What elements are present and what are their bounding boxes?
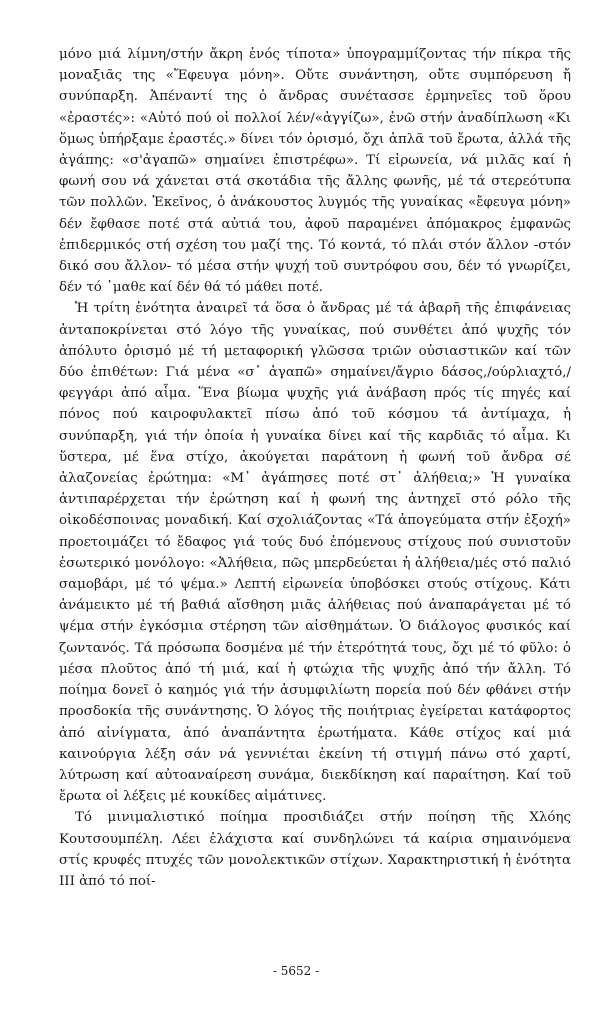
body-text bbox=[59, 44, 571, 892]
paragraph-third-section: Ἡ τρίτη ἑνότητα ἀναιρεῖ τά ὅσα ὁ ἄνδρας μέ τά ἀβαρῆ τῆς ἐπιφάνειας ἀνταποκρίνεται στό λόγο τῆς γυναίκας, πού συνθέτει ἀπό ψυχῆς τόν ἀπόλυτο ὁρισμό μέ τή μεταφορική γλῶσσα τριῶν οὐσιαστικῶν καί τῶν δύο ἐπιθέτων: Γιά μένα «σ᾿ ἀγαπῶ» σημαίνει/ἄγριο δάσος,/ούρλιαχτό,/φεγγάρι ἀπό αἷμα. Ἕνα βίωμα ψυχῆς γιά ἀνάβαση πρός τίς πηγές καί πόνος πού καιροφυλακτεῖ πίσω ἀπό τοῦ κόσμου τά ἀντίμαχα, ἡ συνύπαρξη, γιά τήν ὁποία ἡ γυναίκα δίνει καί τῆς καρδιᾶς τό αἷμα. Κι ὕστερα, μέ ἕνα στίχο, ἀκούγεται παράτονη ἡ φωνή τοῦ ἄνδρα σέ ἀλαζονείας ἐρώτημα: «Μ᾿ ἀγάπησες ποτέ στ᾿ ἀλήθεια;» Ἡ γυναίκα ἀντιπαρέρχεται τήν ἐρώτηση καί ἡ φωνή της ἀντηχεῖ στό ρόλο τῆς οἰκοδέσποινας μοναδική. Καί σχολιάζοντας «Τά ἀπογεύματα στήν ἐξοχή» προετοιμάζει τό ἔδαφος γιά τούς δυό ἑπόμενους στίχους πού συνιστοῦν ἐσωτερικό μονόλογο: «Ἀλήθεια, πῶς μπερδεύεται ἡ ἀλήθεια/μές στό παλιό σαμοβάρι, μέ τό ψέμα.» Λεπτή εἰρωνεία ὑποβόσκει στούς στίχους. Κάτι ἀνάμεικτο μέ τή βαθιά αἴσθηση μιᾶς ἀλήθειας πού ἀναπαράγεται μέ τό ψέμα στήν ἐγκόσμια στέρηση τῶν αἰσθημάτων. Ὁ διάλογος φυσικός καί ζωντανός. Τά πρόσωπα δοσμένα μέ τήν ἑτερότητά τους, ὄχι μέ τό φῦλο: ὁ μέσα πλοῦτος ἀπό τή μιά, καί ἡ φτώχια τῆς ψυχῆς ἀπό τήν ἄλλη. Τό ποίημα δονεῖ ὁ καημός γιά τήν ἀσυμφιλίωτη πορεία πού δέν φθάνει στήν προσδοκία τῆς συνάντησης. Ὁ λόγος τῆς ποιήτριας ἐγείρεται κατάφορτος ἀπό αἰνίγματα, ἀπό ἀναπάντητα ἐρωτήματα. Κάθε στίχος καί μιά καινούργια λέξη σάν νά γεννιέται ἐκείνη τή στιγμή πάνω στό χαρτί, λύτρωση καί αὐτοαναίρεση συνάμα, διεκδίκηση καί παραίτηση. Καί τοῦ ἔρωτα οἱ λέξεις μέ κουκίδες αἱμάτινες. bbox=[59, 301, 571, 805]
page-number: - 5652 - bbox=[272, 964, 320, 978]
paragraph-minimalist-poem: Τό μινιμαλιστικό ποίημα προσιδιάζει στήν ποίηση τῆς Χλόης Κουτσουμπέλη. Λέει ἐλάχιστα καί συνδηλώνει τά καίρια σημαινόμενα στίς κρυφές πτυχές τῶν μονολεκτικῶν στίχων. Χαρακτηριστική ἡ ἑνότητα ΙΙΙ ἀπό τό ποί- bbox=[59, 810, 571, 889]
paragraph-continuation: μόνο μιά λίμνη/στήν ἄκρη ἑνός τίποτα» ὑπογραμμίζοντας τήν πίκρα τῆς μοναξιᾶς της «Ἔφευγα μόνη». Οὔτε συνάντηση, οὔτε συμπόρευση ἤ συνύπαρξη. Ἀπέναντί της ὁ ἄνδρας συνέτασσε ἑρμηνεῖες τοῦ ὅρου «ἐραστές»: «Αὐτό πού οἱ πολλοί λέν/«ἀγγίζω», ἐνῶ στήν ἀναδίπλωση «Κι ὅμως ὑπήρξαμε ἐραστές.» δίνει τόν ὁρισμό, ὄχι ἁπλᾶ τοῦ ἔρωτα, ἀλλά τῆς ἀγάπης: «σ'ἀγαπῶ» σημαίνει ἐπιστρέφω». Τί εἰρωνεία, νά μιλᾶς καί ἡ φωνή σου νά χάνεται στά σκοτάδια τῆς ἄλλης φωνῆς, μέ τά στερεότυπα τῶν πολλῶν. Ἐκεῖνος, ὁ ἀνάκουστος λυγμός τῆς γυναίκας «ἔφευγα μόνη» δέν ἔφθασε ποτέ στά αὐτιά του, ἀφοῦ παραμένει ἀπόμακρος ἐμφανῶς ἐπιδερμικός στή σχέση του μαζί της. Τό κοντά, τό πλάι στόν ἄλλον -στόν δικό σου ἄλλον- τό μέσα στήν ψυχή τοῦ συντρόφου σου, δέν τό γνωρίζει, δέν τό ᾿μαθε καί δέν θά τό μάθει ποτέ. bbox=[59, 47, 571, 296]
